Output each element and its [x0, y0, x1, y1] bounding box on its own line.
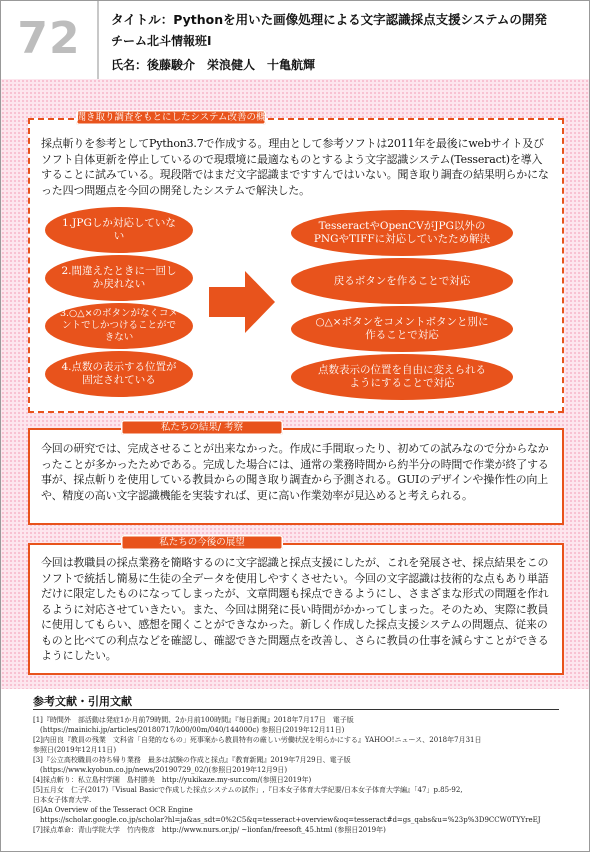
reference-line: 参照日(2019年12月11日) [33, 746, 117, 754]
results-text: 今回の研究では、完成させることが出来なかった。作成に手間取ったり、初めての試みなので分からなかったことが多かったためである。完成した場合には、通常の業務時間から約半分の時間で作業が終了する事が、採点斬りを使用している教員からの聞き取り調査から予測される。GUIのデザインや操作性の向上や、精度の高い文字認識機能を実装すれば、更に高い作業効率が見込めると考えられる。 [41, 442, 549, 502]
reference-line: (https://www.kyobun.co.jp/news/20190729_02/)(参照日2019年12月9日) [33, 766, 288, 774]
content-area [1, 79, 589, 689]
solution-2: 戻るボタンを作ることで対応 [291, 258, 513, 304]
results-label: 私たちの結果/ 考察 [121, 420, 283, 435]
future-label: 私たちの今後の展望 [121, 535, 283, 550]
solution-1: TesseractやOpenCVがJPG以外のPNGやTIFFに対応していたため解決 [291, 210, 513, 256]
title-line: タイトル：Pythonを用いた画像処理による文字認識採点支援システムの開発 [111, 12, 547, 27]
header [1, 1, 589, 79]
header-divider [97, 1, 99, 79]
right-arrow-icon [209, 271, 275, 333]
reference-line: [5]五月女 仁子(2017)「Visual Basicで作成した採点システムの試作」,『日本女子体育大学紀要/日本女子体育大学編』「47」p.85-92, [33, 786, 463, 794]
reference-line: [7]採点革命：青山学院大学 竹内俊彦 http://www.nurs.or.jp/ ~lionfan/freesoft_45.html (参照日2019年) [33, 826, 386, 834]
references-rule [33, 709, 559, 710]
solution-4: 点数表示の位置を自由に変えられるようにすることで対応 [291, 354, 513, 400]
reference-line: https://scholar.google.co.jp/scholar?hl=ja&as_sdt=0%2C5&q=tesseract+overview&oq=tesseract#d=gs_qabs&u=%23p%3D9CCW0TYYreEJ [33, 816, 541, 824]
future-text: 今回は教職員の採点業務を簡略するのに文字認識と採点支援にしたが、これを発展させ、採点結果をこのソフトで統括し簡易に生徒の全データを使用しやすくさせたい。今回の文字認識は技術的な点もあり単語だけに限定したものになってしまったが、文章問題も採点できるようにし、さまざまな形式の問題を作れるように対応させていきたい。また、今回は開発に長い時間がかかってしまった。そのため、実際に教員に使用してもらい、感想を聞くことができなかった。新しく作成した採点支援システムの問題点、従来のものと比べての利点などを確認し、確認できた問題点を改善し、さらに教員の仕事を減らすことができるようにしたい。 [41, 556, 549, 662]
solution-3: ○△×ボタンをコメントボタンと別に作ることで対応 [291, 306, 513, 352]
team-line: チーム北斗情報班Ⅰ [111, 34, 212, 48]
overview-label: 聞き取り調査をもとにしたシステム改善の概要 [76, 112, 266, 138]
name-line: 氏名：後藤駿介 栄浪健人 十亀航輝 [111, 58, 316, 72]
problem-4: 4.点数の表示する位置が固定されている [45, 351, 193, 397]
problem-3: 3.○△×のボタンがなくコメントでしかつけることができない [45, 303, 193, 349]
reference-line: [4]採点斬り：私立島村学園 島村勝美 http://yukikaze.my-sur.com/(参照日2019年) [33, 776, 312, 784]
problem-1: 1.JPGしか対応していない [45, 207, 193, 253]
problem-2: 2.間違えたときに一回しか戻れない [45, 255, 193, 301]
reference-line: 日本女子体育大学. [33, 796, 92, 804]
overview-text: 採点斬りを参考としてPython3.7で作成する。理由として参考ソフトは2011年を最後にwebサイト及びソフト自体更新を停止しているので現環境に最適なものとするよう文字認識システム(Tesseract)を導入することに試みている。現段階ではまだ文字認識まですすんではいない。聞き取り調査の結果明らかになった四つ問題点を今回の開発したシステムで解決した。 [41, 137, 549, 197]
reference-line: [1]『時間外 部活動は発症1か月前79時間、2か月前100時間』『毎日新聞』2018年7月17日 電子版 [33, 716, 354, 724]
reference-line: [3]『公立高校職員の持ち帰り業務 最多は試験の作成と採点』『教育新聞』2019年7月29日、電子版 [33, 756, 351, 764]
reference-line: [2]内田良『教員の残業 文科省「自発的なもの」死事案から教員特有の厳しい労働状況を明らかにする』YAHOO!ニュース、2018年7月31日 [33, 736, 482, 744]
references [1, 689, 589, 851]
reference-line: (https://mainichi.jp/articles/20180717/k00/00m/040/144000c) 参照日(2019年12月11日) [33, 726, 345, 734]
poster-number: 72 [17, 13, 81, 64]
reference-line: [6]An Overview of the Tesseract OCR Engine [33, 806, 193, 814]
references-title: 参考文献・引用文献 [33, 695, 132, 708]
